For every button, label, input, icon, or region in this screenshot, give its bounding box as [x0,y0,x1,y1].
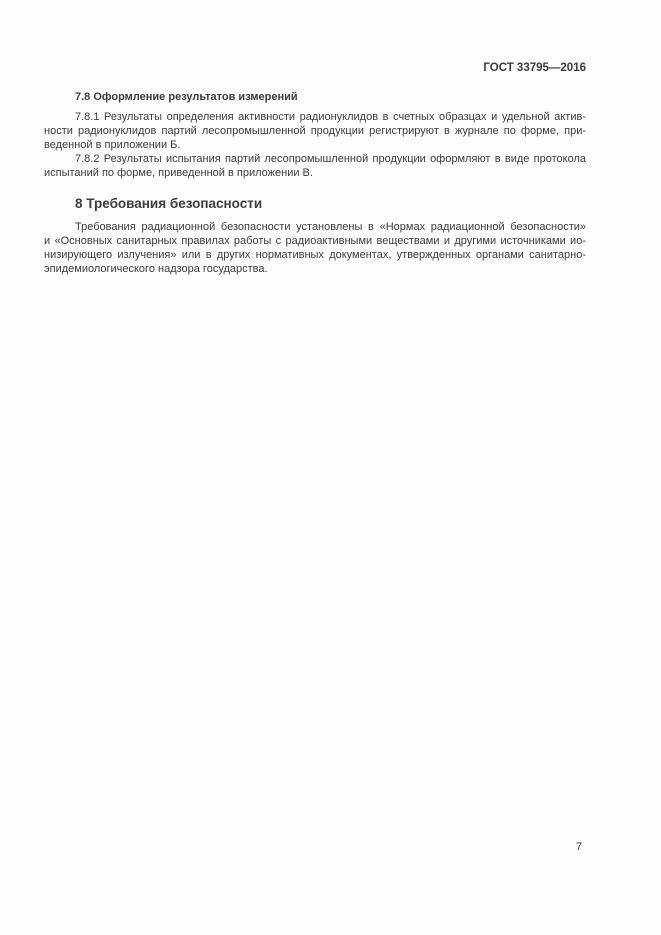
text-line: веденной в приложении Б. [44,139,181,151]
text-line: испытаний по форме, приведенной в приложении В. [44,167,313,179]
paragraph-7-8-1 [44,110,586,152]
paragraph-7-8-2 [44,152,586,180]
section-heading-8: 8 Требования безопасности [75,196,263,211]
text-line: и «Основных санитарных правилах работы с радиоактивными веществами и другими источниками ио- [44,235,586,247]
text-line: низирующего излучения» или в других нормативных документах, утвержденных органами санитарно- [44,249,586,261]
paragraph-section-8 [44,220,586,276]
page-number: 7 [575,841,582,853]
text-line: эпидемиологического надзора государства. [44,263,268,275]
text-line: 7.8.2 Результаты испытания партий лесопромышленной продукции оформляют в виде протокола [75,153,586,165]
text-line: Требования радиационной безопасности установлены в «Нормах радиационной безопасности» [75,221,586,233]
subsection-heading-7-8: 7.8 Оформление результатов измерений [75,91,298,103]
running-header-standard-number: ГОСТ 33795—2016 [483,62,586,74]
text-line: ности радионуклидов партий лесопромышленной продукции регистрируют в журнале по форме, при- [44,125,586,137]
text-line: 7.8.1 Результаты определения активности радионуклидов в счетных образцах и удельной актив- [75,111,586,123]
